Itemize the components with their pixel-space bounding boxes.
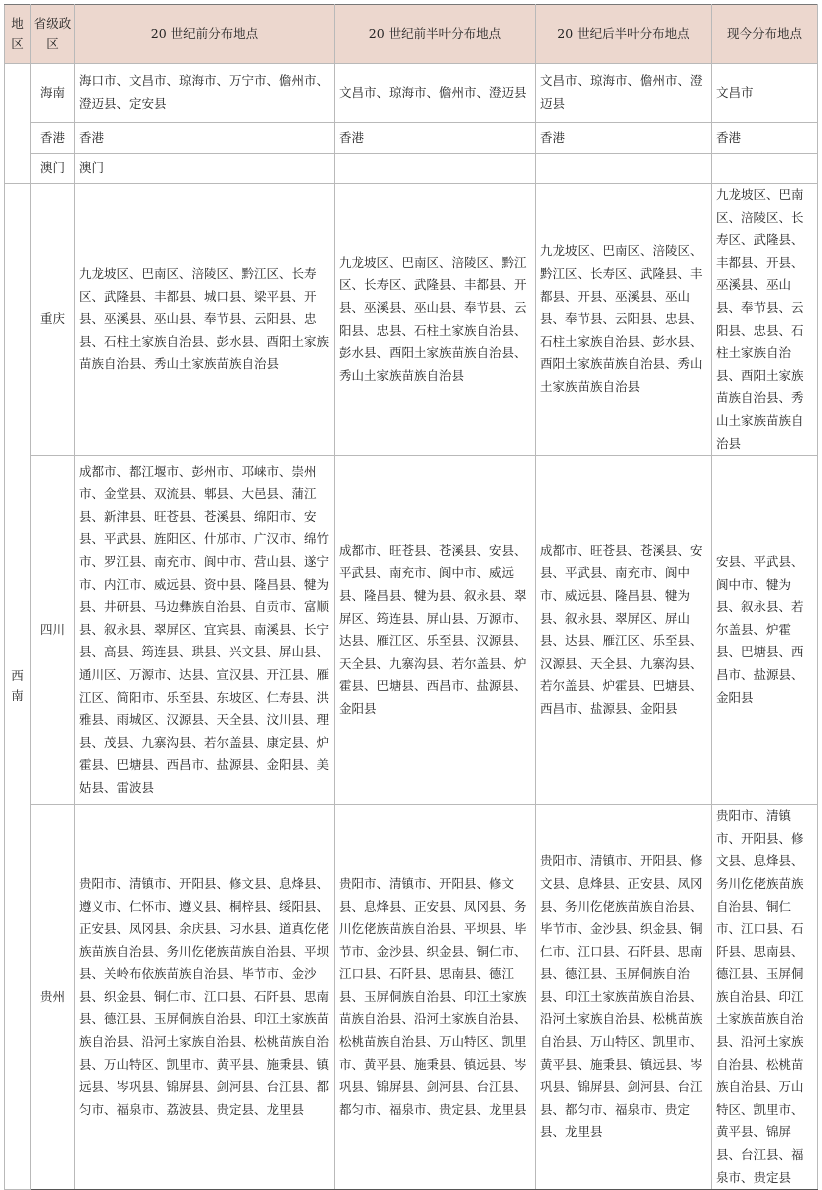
region-cell-southwest	[5, 184, 31, 1190]
early-20th-century-cell: 九龙坡区、巴南区、涪陵区、黔江区、长寿区、武隆县、丰都县、开县、巫溪县、巫山县、奉节县、云阳县、忠县、石柱土家族自治县、彭水县、酉阳土家族苗族自治县、秀山土家族苗族自治县	[335, 184, 536, 456]
pre-20th-century-cell: 成都市、都江堰市、彭州市、邛崃市、崇州市、金堂县、双流县、郫县、大邑县、蒲江县、新津县、旺苍县、苍溪县、绵阳市、安县、平武县、旌阳区、什邡市、广汉市、绵竹市、罗江县、南充市、阆中市、营山县、遂宁市、内江市、威远县、资中县、隆昌县、犍为县、井研县、马边彝族自治县、自贡市、富顺县、叙永县、翠屏区、宜宾县、南溪县、长宁县、高县、筠连县、珙县、兴文县、屏山县、通川区、万源市、达县、宣汉县、开江县、雁江区、简阳市、乐至县、东坡区、仁寿县、洪雅县、雨城区、汉源县、天全县、汶川县、理县、茂县、九寨沟县、若尔盖县、康定县、炉霍县、巴塘县、西昌市、盐源县、金阳县、美姑县、雷波县	[75, 456, 335, 805]
pre-20th-century-cell: 香港	[75, 123, 335, 154]
pre-20th-century-cell: 海口市、文昌市、琼海市、万宁市、儋州市、澄迈县、定安县	[75, 64, 335, 123]
late-20th-century-cell: 九龙坡区、巴南区、涪陵区、黔江区、长寿区、武隆县、丰都县、开县、巫溪县、巫山县、奉节县、云阳县、忠县、石柱土家族自治县、彭水县、酉阳土家族苗族自治县、秀山土家族苗族自治县	[536, 184, 712, 456]
province-cell: 四川	[31, 456, 75, 805]
late-20th-century-cell: 香港	[536, 123, 712, 154]
table-row	[5, 154, 818, 184]
distribution-table	[4, 4, 818, 1190]
table-header-row	[5, 5, 818, 64]
header-province: 省级政区	[31, 5, 75, 64]
province-cell: 贵州	[31, 805, 75, 1190]
present-cell: 文昌市	[712, 64, 818, 123]
present-cell: 安县、平武县、阆中市、犍为县、叙永县、若尔盖县、炉霍县、巴塘县、西昌市、盐源县、金阳县	[712, 456, 818, 805]
region-cell-south	[5, 64, 31, 184]
table-row	[5, 184, 818, 456]
province-cell: 海南	[31, 64, 75, 123]
pre-20th-century-cell: 澳门	[75, 154, 335, 184]
table-row	[5, 123, 818, 154]
late-20th-century-cell: 文昌市、琼海市、儋州市、澄迈县	[536, 64, 712, 123]
table-row	[5, 456, 818, 805]
header-pre-20th-century: 20 世纪前分布地点	[75, 5, 335, 64]
present-cell: 九龙坡区、巴南区、涪陵区、长寿区、武隆县、丰都县、开县、巫溪县、巫山县、奉节县、云阳县、忠县、石柱土家族自治县、酉阳土家族苗族自治县、秀山土家族苗族自治县	[712, 184, 818, 456]
present-cell: 香港	[712, 123, 818, 154]
late-20th-century-cell: 贵阳市、清镇市、开阳县、修文县、息烽县、正安县、凤冈县、务川仡佬族苗族自治县、毕节市、金沙县、织金县、铜仁市、江口县、石阡县、思南县、德江县、玉屏侗族自治县、印江土家族苗族自治县、沿河土家族自治县、松桃苗族自治县、万山特区、凯里市、黄平县、施秉县、镇远县、岑巩县、锦屏县、剑河县、台江县、都匀市、福泉市、贵定县、龙里县	[536, 805, 712, 1190]
present-cell	[712, 154, 818, 184]
region-label: 西南	[11, 667, 24, 703]
pre-20th-century-cell: 九龙坡区、巴南区、涪陵区、黔江区、长寿区、武隆县、丰都县、城口县、梁平县、开县、巫溪县、巫山县、奉节县、云阳县、忠县、石柱土家族自治县、彭水县、酉阳土家族苗族自治县、秀山土家族苗族自治县	[75, 184, 335, 456]
table-row	[5, 64, 818, 123]
header-region: 地区	[5, 5, 31, 64]
header-present: 现今分布地点	[712, 5, 818, 64]
early-20th-century-cell: 成都市、旺苍县、苍溪县、安县、平武县、南充市、阆中市、威远县、隆昌县、犍为县、叙永县、翠屏区、筠连县、屏山县、万源市、达县、雁江区、乐至县、汉源县、天全县、九寨沟县、若尔盖县、炉霍县、巴塘县、西昌市、盐源县、金阳县	[335, 456, 536, 805]
table-row	[5, 805, 818, 1190]
header-late-20th-century: 20 世纪后半叶分布地点	[536, 5, 712, 64]
province-cell: 重庆	[31, 184, 75, 456]
late-20th-century-cell: 成都市、旺苍县、苍溪县、安县、平武县、南充市、阆中市、威远县、隆昌县、犍为县、叙永县、翠屏区、屏山县、达县、雁江区、乐至县、汉源县、天全县、九寨沟县、若尔盖县、炉霍县、巴塘县、西昌市、盐源县、金阳县	[536, 456, 712, 805]
pre-20th-century-cell: 贵阳市、清镇市、开阳县、修文县、息烽县、遵义市、仁怀市、遵义县、桐梓县、绥阳县、正安县、凤冈县、余庆县、习水县、道真仡佬族苗族自治县、务川仡佬族苗族自治县、平坝县、关岭布依族苗族自治县、毕节市、金沙县、织金县、铜仁市、江口县、石阡县、思南县、德江县、玉屏侗族自治县、印江土家族苗族自治县、沿河土家族自治县、松桃苗族自治县、万山特区、凯里市、黄平县、施秉县、镇远县、岑巩县、锦屏县、剑河县、台江县、都匀市、福泉市、荔波县、贵定县、龙里县	[75, 805, 335, 1190]
province-cell: 香港	[31, 123, 75, 154]
early-20th-century-cell: 贵阳市、清镇市、开阳县、修文县、息烽县、正安县、凤冈县、务川仡佬族苗族自治县、平坝县、毕节市、金沙县、织金县、铜仁市、江口县、石阡县、思南县、德江县、玉屏侗族自治县、印江土家族苗族自治县、沿河土家族自治县、松桃苗族自治县、万山特区、凯里市、黄平县、施秉县、镇远县、岑巩县、锦屏县、剑河县、台江县、都匀市、福泉市、贵定县、龙里县	[335, 805, 536, 1190]
province-cell: 澳门	[31, 154, 75, 184]
early-20th-century-cell	[335, 154, 536, 184]
early-20th-century-cell: 文昌市、琼海市、儋州市、澄迈县	[335, 64, 536, 123]
present-cell: 贵阳市、清镇市、开阳县、修文县、息烽县、务川仡佬族苗族自治县、铜仁市、江口县、石阡县、思南县、德江县、玉屏侗族自治县、印江土家族苗族自治县、沿河土家族自治县、松桃苗族自治县、万山特区、凯里市、黄平县、锦屏县、台江县、福泉市、贵定县	[712, 805, 818, 1190]
distribution-table-page	[4, 4, 817, 1190]
header-early-20th-century: 20 世纪前半叶分布地点	[335, 5, 536, 64]
late-20th-century-cell	[536, 154, 712, 184]
early-20th-century-cell: 香港	[335, 123, 536, 154]
